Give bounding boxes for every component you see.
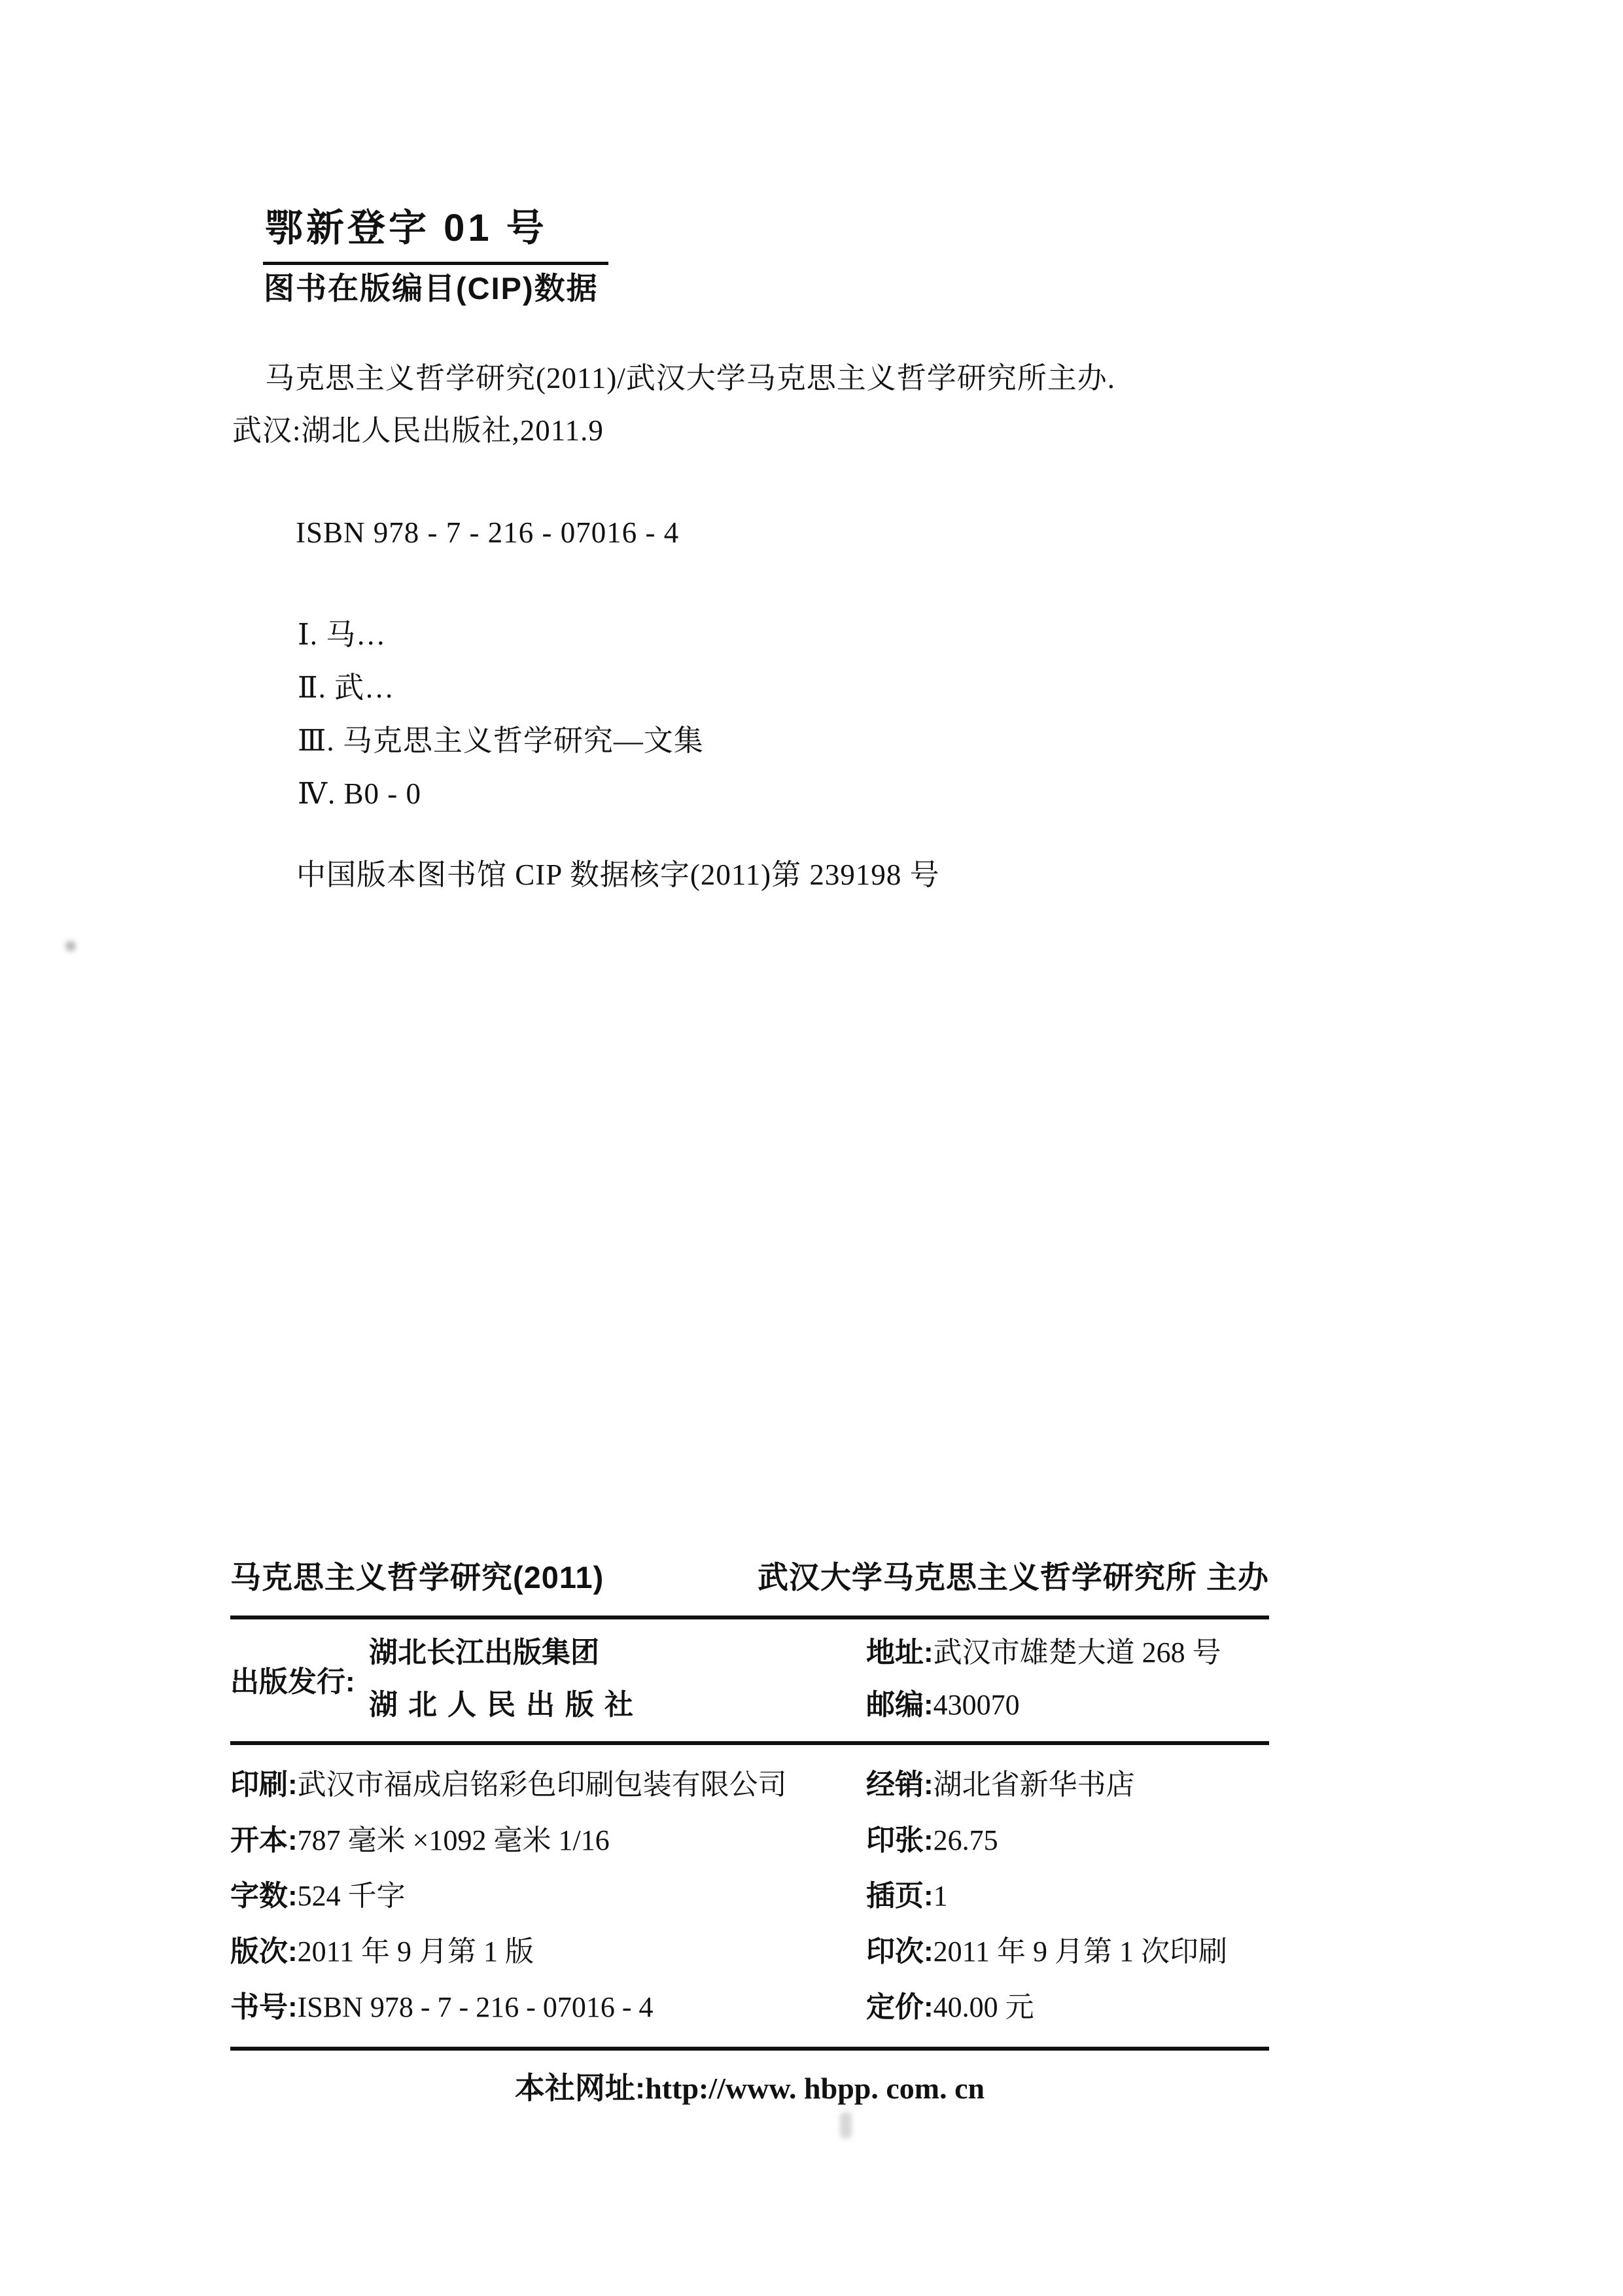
- postcode-line: [866, 1689, 1269, 1722]
- cip-record-number: 中国版本图书馆 CIP 数据核字(2011)第 239198 号: [296, 858, 940, 891]
- printer-label: 印刷:: [230, 1769, 298, 1801]
- inserts-value: 1: [933, 1880, 948, 1912]
- sheets-value: 26.75: [933, 1824, 998, 1856]
- index-item-2: Ⅱ. 武…: [298, 671, 395, 704]
- publisher-left: [230, 1636, 866, 1722]
- format-value: 787 毫米 ×1092 毫米 1/16: [297, 1824, 610, 1856]
- impression-label: 印次:: [866, 1935, 934, 1968]
- printer-value: 武汉市福成启铭彩色印刷包装有限公司: [297, 1769, 787, 1801]
- publisher-names: [369, 1636, 644, 1722]
- detail-row-format: [230, 1824, 1269, 1857]
- detail-row-booknumber: [230, 1991, 1269, 2024]
- wordcount-value: 524 千字: [297, 1880, 406, 1912]
- cip-entry-line2: 武汉:湖北人民出版社,2011.9: [232, 414, 604, 447]
- scan-artifact: [65, 941, 76, 951]
- print-details: [230, 1769, 1269, 2024]
- distributor-value: 湖北省新华书店: [933, 1769, 1135, 1801]
- publisher-press: 湖北人民出版社: [369, 1689, 644, 1721]
- colophon: [230, 1559, 1269, 2106]
- publisher-label: 出版发行:: [230, 1666, 355, 1698]
- organizer: 武汉大学马克思主义哲学研究所 主办: [757, 1560, 1269, 1595]
- divider: [230, 1741, 1269, 1745]
- address-label: 地址:: [866, 1636, 934, 1669]
- book-title: 马克思主义哲学研究(2011): [230, 1560, 604, 1595]
- booknumber-label: 书号:: [230, 1991, 298, 2023]
- registration-underline: [263, 262, 608, 265]
- index-item-4: Ⅳ. B0 - 0: [298, 777, 421, 810]
- wordcount-label: 字数:: [230, 1880, 298, 1912]
- sheets-label: 印张:: [866, 1824, 934, 1856]
- website-url: http://www. hbpp. com. cn: [645, 2072, 985, 2105]
- index-item-3: Ⅲ. 马克思主义哲学研究—文集: [298, 724, 704, 757]
- postcode-label: 邮编:: [866, 1689, 934, 1721]
- edition-value: 2011 年 9 月第 1 版: [297, 1935, 534, 1968]
- divider: [230, 2047, 1269, 2051]
- impression-value: 2011 年 9 月第 1 次印刷: [933, 1935, 1228, 1968]
- publisher-right: [866, 1636, 1269, 1722]
- distributor-label: 经销:: [866, 1769, 934, 1801]
- price-value: 40.00 元: [933, 1991, 1034, 2023]
- detail-row-edition: [230, 1935, 1269, 1968]
- format-label: 开本:: [230, 1824, 298, 1856]
- index-item-1: Ⅰ. 马…: [298, 618, 387, 651]
- colophon-title-row: [230, 1559, 1269, 1596]
- cip-catalog-entry: [232, 352, 1292, 457]
- address-line: [866, 1636, 1269, 1669]
- registration-number: 鄂新登字 01 号: [265, 207, 548, 249]
- cip-index-list: [298, 609, 704, 821]
- cip-entry-line1: 马克思主义哲学研究(2011)/武汉大学马克思主义哲学研究所主办.: [265, 362, 1116, 395]
- detail-row-wordcount: [230, 1880, 1269, 1913]
- price-label: 定价:: [866, 1991, 934, 2023]
- postcode-value: 430070: [933, 1689, 1020, 1721]
- scan-artifact: [840, 2112, 852, 2138]
- publisher-section: [230, 1619, 1269, 1741]
- website-label: 本社网址:: [514, 2071, 646, 2105]
- isbn-line: ISBN 978 - 7 - 216 - 07016 - 4: [296, 516, 680, 549]
- website-line: [230, 2070, 1269, 2106]
- publisher-group: 湖北长江出版集团: [369, 1636, 599, 1669]
- cip-section-title: 图书在版编目(CIP)数据: [264, 271, 599, 306]
- booknumber-value: ISBN 978 - 7 - 216 - 07016 - 4: [297, 1991, 654, 2023]
- detail-row-printer: [230, 1769, 1269, 1801]
- edition-label: 版次:: [230, 1935, 298, 1968]
- address-value: 武汉市雄楚大道 268 号: [933, 1636, 1221, 1669]
- inserts-label: 插页:: [866, 1880, 934, 1912]
